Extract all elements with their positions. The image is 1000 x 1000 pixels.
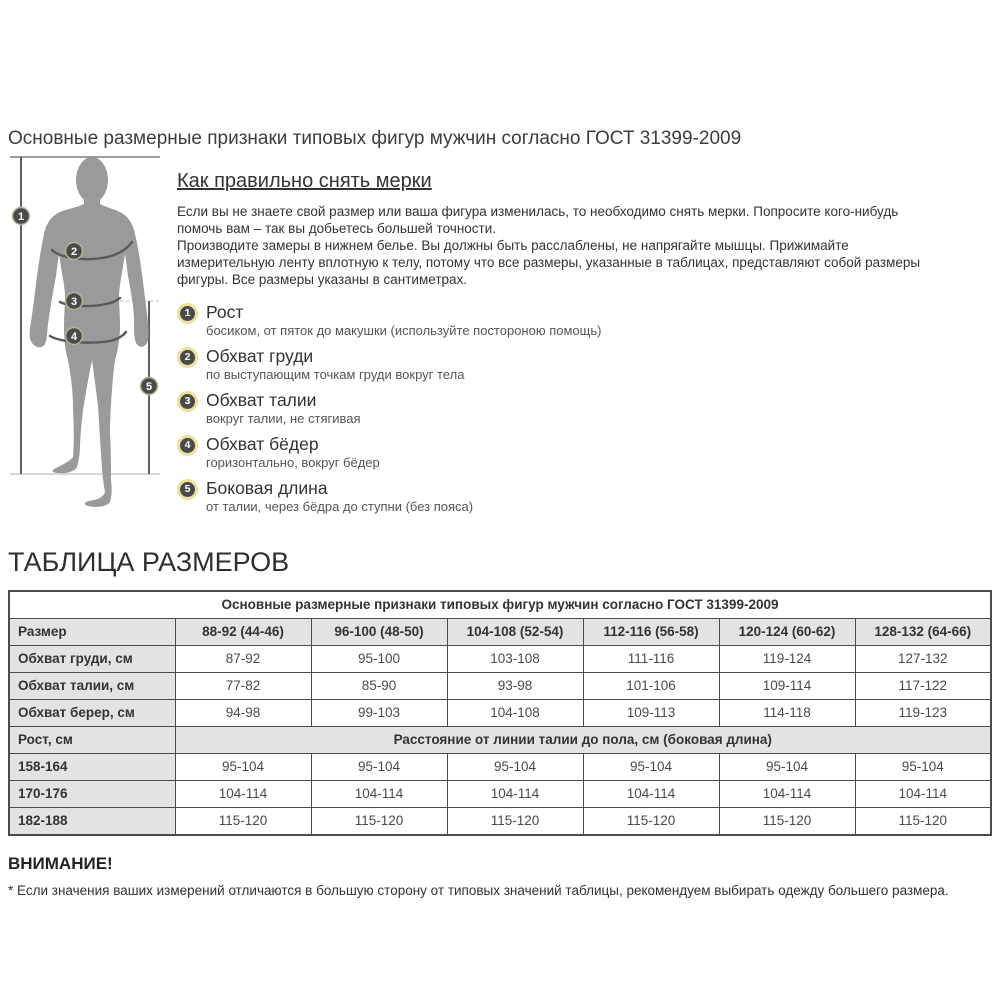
row-label: Обхват талии, см xyxy=(9,673,175,700)
list-item-waist xyxy=(177,390,942,426)
size-cell: 103-108 xyxy=(447,646,583,673)
intro-paragraph-2: Производите замеры в нижнем белье. Вы должны быть расслаблены, не напрягайте мышцы. Прижимайте измерительную ленту вплотную к телу, потому что все размеры, указанные в таблицах, представляют собой размеры фигуры. Все размеры указаны в сантиметрах. xyxy=(177,238,921,287)
size-cell: 94-98 xyxy=(175,700,311,727)
badge-1-icon: 1 xyxy=(180,306,195,321)
list-item-height xyxy=(177,302,942,338)
measures-list xyxy=(177,302,942,514)
svg-text:1: 1 xyxy=(17,211,25,223)
size-cell: 115-120 xyxy=(719,808,855,836)
size-cell: 115-120 xyxy=(311,808,447,836)
size-cell: 95-104 xyxy=(311,754,447,781)
row-label: Обхват берер, см xyxy=(9,700,175,727)
column-header: 120-124 (60-62) xyxy=(719,619,855,646)
table-header-row xyxy=(9,619,991,646)
size-cell: 99-103 xyxy=(311,700,447,727)
size-cell: 114-118 xyxy=(719,700,855,727)
size-cell: 77-82 xyxy=(175,673,311,700)
column-header: 104-108 (52-54) xyxy=(447,619,583,646)
size-cell: 115-120 xyxy=(583,808,719,836)
size-cell: 119-123 xyxy=(855,700,991,727)
size-cell: 95-104 xyxy=(583,754,719,781)
table-row-hips xyxy=(9,700,991,727)
size-cell: 101-106 xyxy=(583,673,719,700)
column-header: Размер xyxy=(9,619,175,646)
size-cell: 115-120 xyxy=(855,808,991,836)
marker-2-chest xyxy=(66,243,83,260)
size-table-title: ТАБЛИЦА РАЗМЕРОВ xyxy=(8,547,290,577)
size-cell: 95-104 xyxy=(719,754,855,781)
body-measurement-figure xyxy=(8,154,172,522)
instructions-column xyxy=(172,154,942,522)
badge-5-icon: 5 xyxy=(180,482,195,497)
measure-name: Обхват груди xyxy=(206,346,314,366)
size-cell: 95-104 xyxy=(855,754,991,781)
size-cell: 95-104 xyxy=(175,754,311,781)
measure-desc: вокруг талии, не стягивая xyxy=(206,411,361,426)
table-row-chest xyxy=(9,646,991,673)
badge-3-icon: 3 xyxy=(180,394,195,409)
size-cell: 95-100 xyxy=(311,646,447,673)
size-cell: 115-120 xyxy=(175,808,311,836)
size-cell: 104-114 xyxy=(175,781,311,808)
measure-name: Рост xyxy=(206,302,244,322)
size-cell: 95-104 xyxy=(447,754,583,781)
height-span-header: Расстояние от линии талии до пола, см (боковая длина) xyxy=(175,727,991,754)
table-row-waist xyxy=(9,673,991,700)
table-caption: Основные размерные признаки типовых фигур мужчин согласно ГОСТ 31399-2009 xyxy=(9,591,991,619)
marker-5-side-length xyxy=(141,378,158,395)
size-cell: 104-114 xyxy=(583,781,719,808)
silhouette-body xyxy=(30,157,149,507)
svg-text:5: 5 xyxy=(145,381,153,393)
size-cell: 119-124 xyxy=(719,646,855,673)
measure-desc: по выступающим точкам груди вокруг тела xyxy=(206,367,465,382)
table-row-height-158 xyxy=(9,754,991,781)
list-item-side-length xyxy=(177,478,942,514)
marker-4-hips xyxy=(66,328,83,345)
size-cell: 111-116 xyxy=(583,646,719,673)
warning-text: * Если значения ваших измерений отличаются в большую сторону от типовых значений таблицы, рекомендуем выбирать одежду большего размера. xyxy=(8,883,949,898)
size-cell: 104-114 xyxy=(447,781,583,808)
intro-paragraph-1: Если вы не знаете свой размер или ваша фигура изменилась, то необходимо снять мерки. Попросите кого-нибудь помочь вам – так вы добьетесь большей точности. xyxy=(177,204,899,236)
size-cell: 115-120 xyxy=(447,808,583,836)
measure-name: Обхват бёдер xyxy=(206,434,319,454)
measure-instructions-section xyxy=(8,154,992,522)
row-label: 170-176 xyxy=(9,781,175,808)
table-row-height-170 xyxy=(9,781,991,808)
row-label: 182-188 xyxy=(9,808,175,836)
size-cell: 85-90 xyxy=(311,673,447,700)
size-cell: 117-122 xyxy=(855,673,991,700)
size-cell: 104-114 xyxy=(855,781,991,808)
svg-text:2: 2 xyxy=(70,246,78,258)
svg-text:3: 3 xyxy=(70,296,78,308)
table-row-height-header xyxy=(9,727,991,754)
row-label: Рост, см xyxy=(9,727,175,754)
size-cell: 127-132 xyxy=(855,646,991,673)
marker-3-waist xyxy=(66,293,83,310)
column-header: 128-132 (64-66) xyxy=(855,619,991,646)
badge-2-icon: 2 xyxy=(180,350,195,365)
measure-desc: босиком, от пяток до макушки (используйте постороною помощь) xyxy=(206,323,602,338)
male-silhouette-diagram-icon xyxy=(8,154,168,514)
size-cell: 104-114 xyxy=(719,781,855,808)
size-cell: 87-92 xyxy=(175,646,311,673)
row-label: Обхват груди, см xyxy=(9,646,175,673)
badge-4-icon: 4 xyxy=(180,438,195,453)
marker-1-height xyxy=(13,208,30,225)
size-cell: 104-108 xyxy=(447,700,583,727)
list-item-hips xyxy=(177,434,942,470)
table-caption-row xyxy=(9,591,991,619)
size-cell: 104-114 xyxy=(311,781,447,808)
measure-desc: горизонтально, вокруг бёдер xyxy=(206,455,380,470)
column-header: 88-92 (44-46) xyxy=(175,619,311,646)
measure-name: Обхват талии xyxy=(206,390,317,410)
table-row-height-182 xyxy=(9,808,991,836)
measure-name: Боковая длина xyxy=(206,478,328,498)
howto-heading: Как правильно снять мерки xyxy=(177,170,432,192)
size-cell: 109-113 xyxy=(583,700,719,727)
intro-paragraphs xyxy=(177,203,942,288)
size-table xyxy=(8,590,992,836)
warning-heading: ВНИМАНИЕ! xyxy=(8,854,113,873)
size-cell: 109-114 xyxy=(719,673,855,700)
column-header: 112-116 (56-58) xyxy=(583,619,719,646)
column-header: 96-100 (48-50) xyxy=(311,619,447,646)
size-cell: 93-98 xyxy=(447,673,583,700)
row-label: 158-164 xyxy=(9,754,175,781)
page-title: Основные размерные признаки типовых фигур мужчин согласно ГОСТ 31399-2009 xyxy=(8,128,742,149)
measure-desc: от талии, через бёдра до ступни (без пояса) xyxy=(206,499,474,514)
list-item-chest xyxy=(177,346,942,382)
svg-text:4: 4 xyxy=(70,331,78,343)
